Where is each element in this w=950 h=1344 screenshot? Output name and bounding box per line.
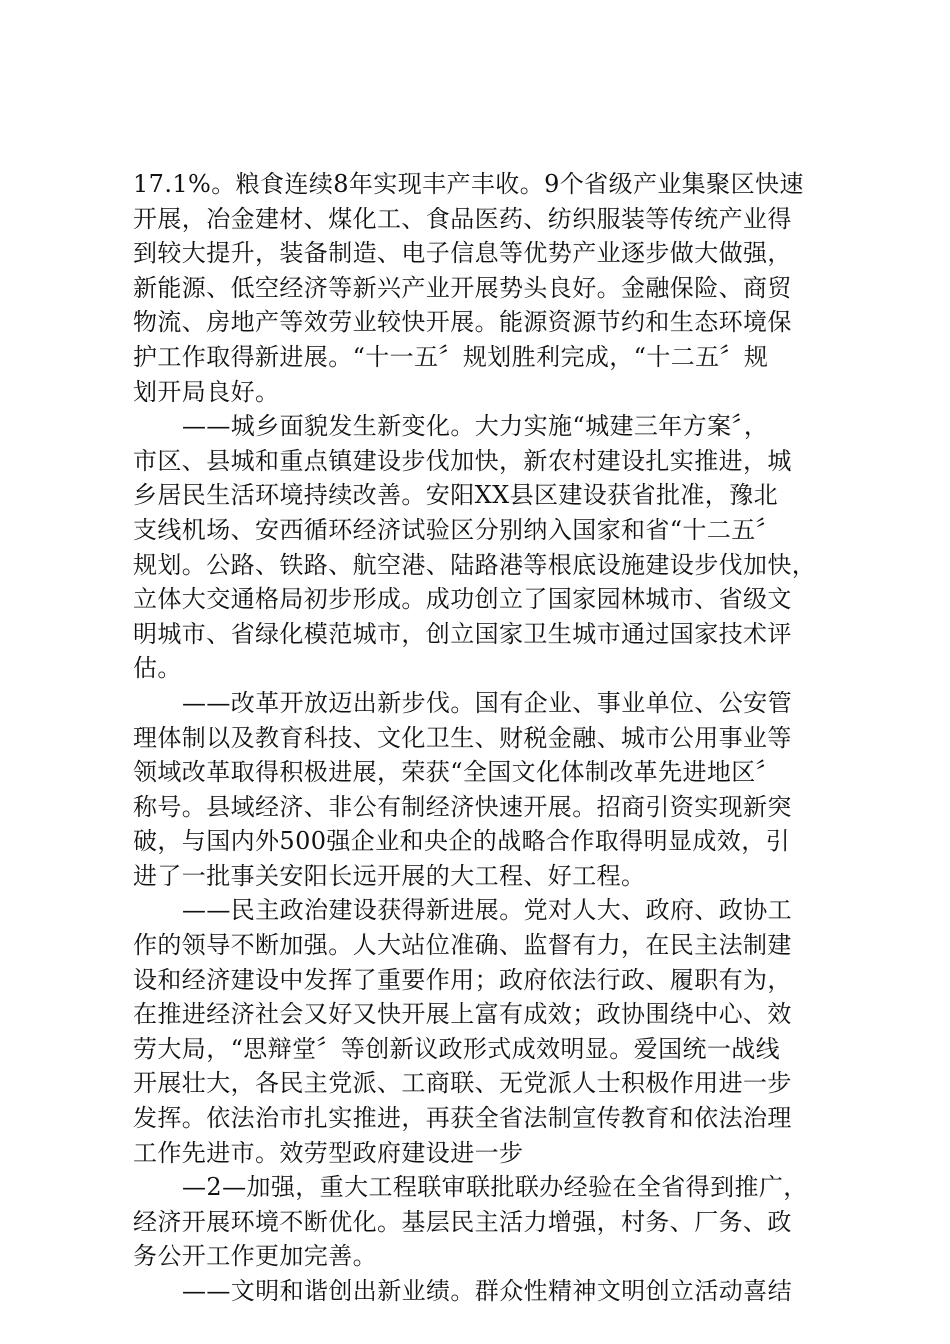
text-line: ——改革开放迈出新步伐。国有企业、事业单位、公安管	[182, 688, 792, 717]
text-line: 进了一批事关安阳长远开展的大工程、好工程。	[133, 861, 646, 890]
text-line: 立体大交通格局初步形成。成功创立了国家园林城市、省级文	[133, 585, 792, 614]
text-line: 护工作取得新进展。“十一五〞规划胜利完成，“十二五〞规	[133, 342, 769, 371]
text-line: 经济开展环境不断优化。基层民主活力增强，村务、厂务、政	[133, 1207, 792, 1236]
text-line: 17.1%。粮食连续8年实现丰产丰收。9个省级产业集聚区快速	[133, 170, 804, 198]
text-line: 设和经济建设中发挥了重要作用；政府依法行政、履职有为，	[133, 965, 792, 994]
text-line: 支线机场、安西循环经济试验区分别纳入国家和省“十二五〞	[133, 515, 781, 544]
text-line: 市区、县城和重点镇建设步伐加快，新农村建设扎实推进，城	[133, 446, 792, 475]
text-line: 新能源、低空经济等新兴产业开展势头良好。金融保险、商贸	[133, 273, 792, 302]
text-line: 工作先进市。效劳型政府建设进一步	[133, 1138, 524, 1167]
text-line: 发挥。依法治市扎实推进，再获全省法制宣传教育和依法治理	[133, 1104, 792, 1133]
text-line: 乡居民生活环境持续改善。安阳XX县区建设获省批准，豫北	[133, 481, 778, 510]
text-line: 物流、房地产等效劳业较快开展。能源资源节约和生态环境保	[133, 308, 792, 337]
text-line: ——城乡面貌发生新变化。大力实施“城建三年方案〞，	[182, 412, 769, 441]
text-line: 领域改革取得积极进展，荣获“全国文化体制改革先进地区〞	[133, 758, 781, 787]
text-line: 划开局良好。	[133, 377, 280, 406]
text-line: —2—加强，重大工程联审联批联办经验在全省得到推广，	[182, 1173, 808, 1202]
text-line: 在推进经济社会又好又快开展上富有成效；政协围绕中心、效	[133, 1000, 792, 1029]
text-line: 务公开工作更加完善。	[133, 1242, 377, 1271]
text-line: 估。	[133, 654, 182, 683]
text-line: 劳大局，“思辩堂〞等创新议政形式成效明显。爱国统一战线	[133, 1034, 781, 1063]
text-line: 理体制以及教育科技、文化卫生、财税金融、城市公用事业等	[133, 723, 792, 752]
text-line: ——民主政治建设获得新进展。党对人大、政府、政协工	[182, 896, 792, 925]
text-line: 明城市、省绿化模范城市，创立国家卫生城市通过国家技术评	[133, 619, 792, 648]
text-line: 到较大提升，装备制造、电子信息等优势产业逐步做大做强，	[133, 239, 792, 268]
text-line: 作的领导不断加强。人大站位准确、监督有力，在民主法制建	[133, 931, 792, 960]
document-body	[133, 167, 833, 1309]
text-line: 称号。县域经济、非公有制经济快速开展。招商引资实现新突	[133, 792, 792, 821]
text-line: 开展，冶金建材、煤化工、食品医药、纺织服装等传统产业得	[133, 204, 792, 233]
text-line: 开展壮大，各民主党派、工商联、无党派人士积极作用进一步	[133, 1069, 792, 1098]
text-line: ——文明和谐创出新业绩。群众性精神文明创立活动喜结	[182, 1277, 792, 1305]
text-line: 破，与国内外500强企业和央企的战略合作取得明显成效，引	[133, 827, 791, 856]
text-line: 规划。公路、铁路、航空港、陆路港等根底设施建设步伐加快，	[133, 550, 817, 579]
